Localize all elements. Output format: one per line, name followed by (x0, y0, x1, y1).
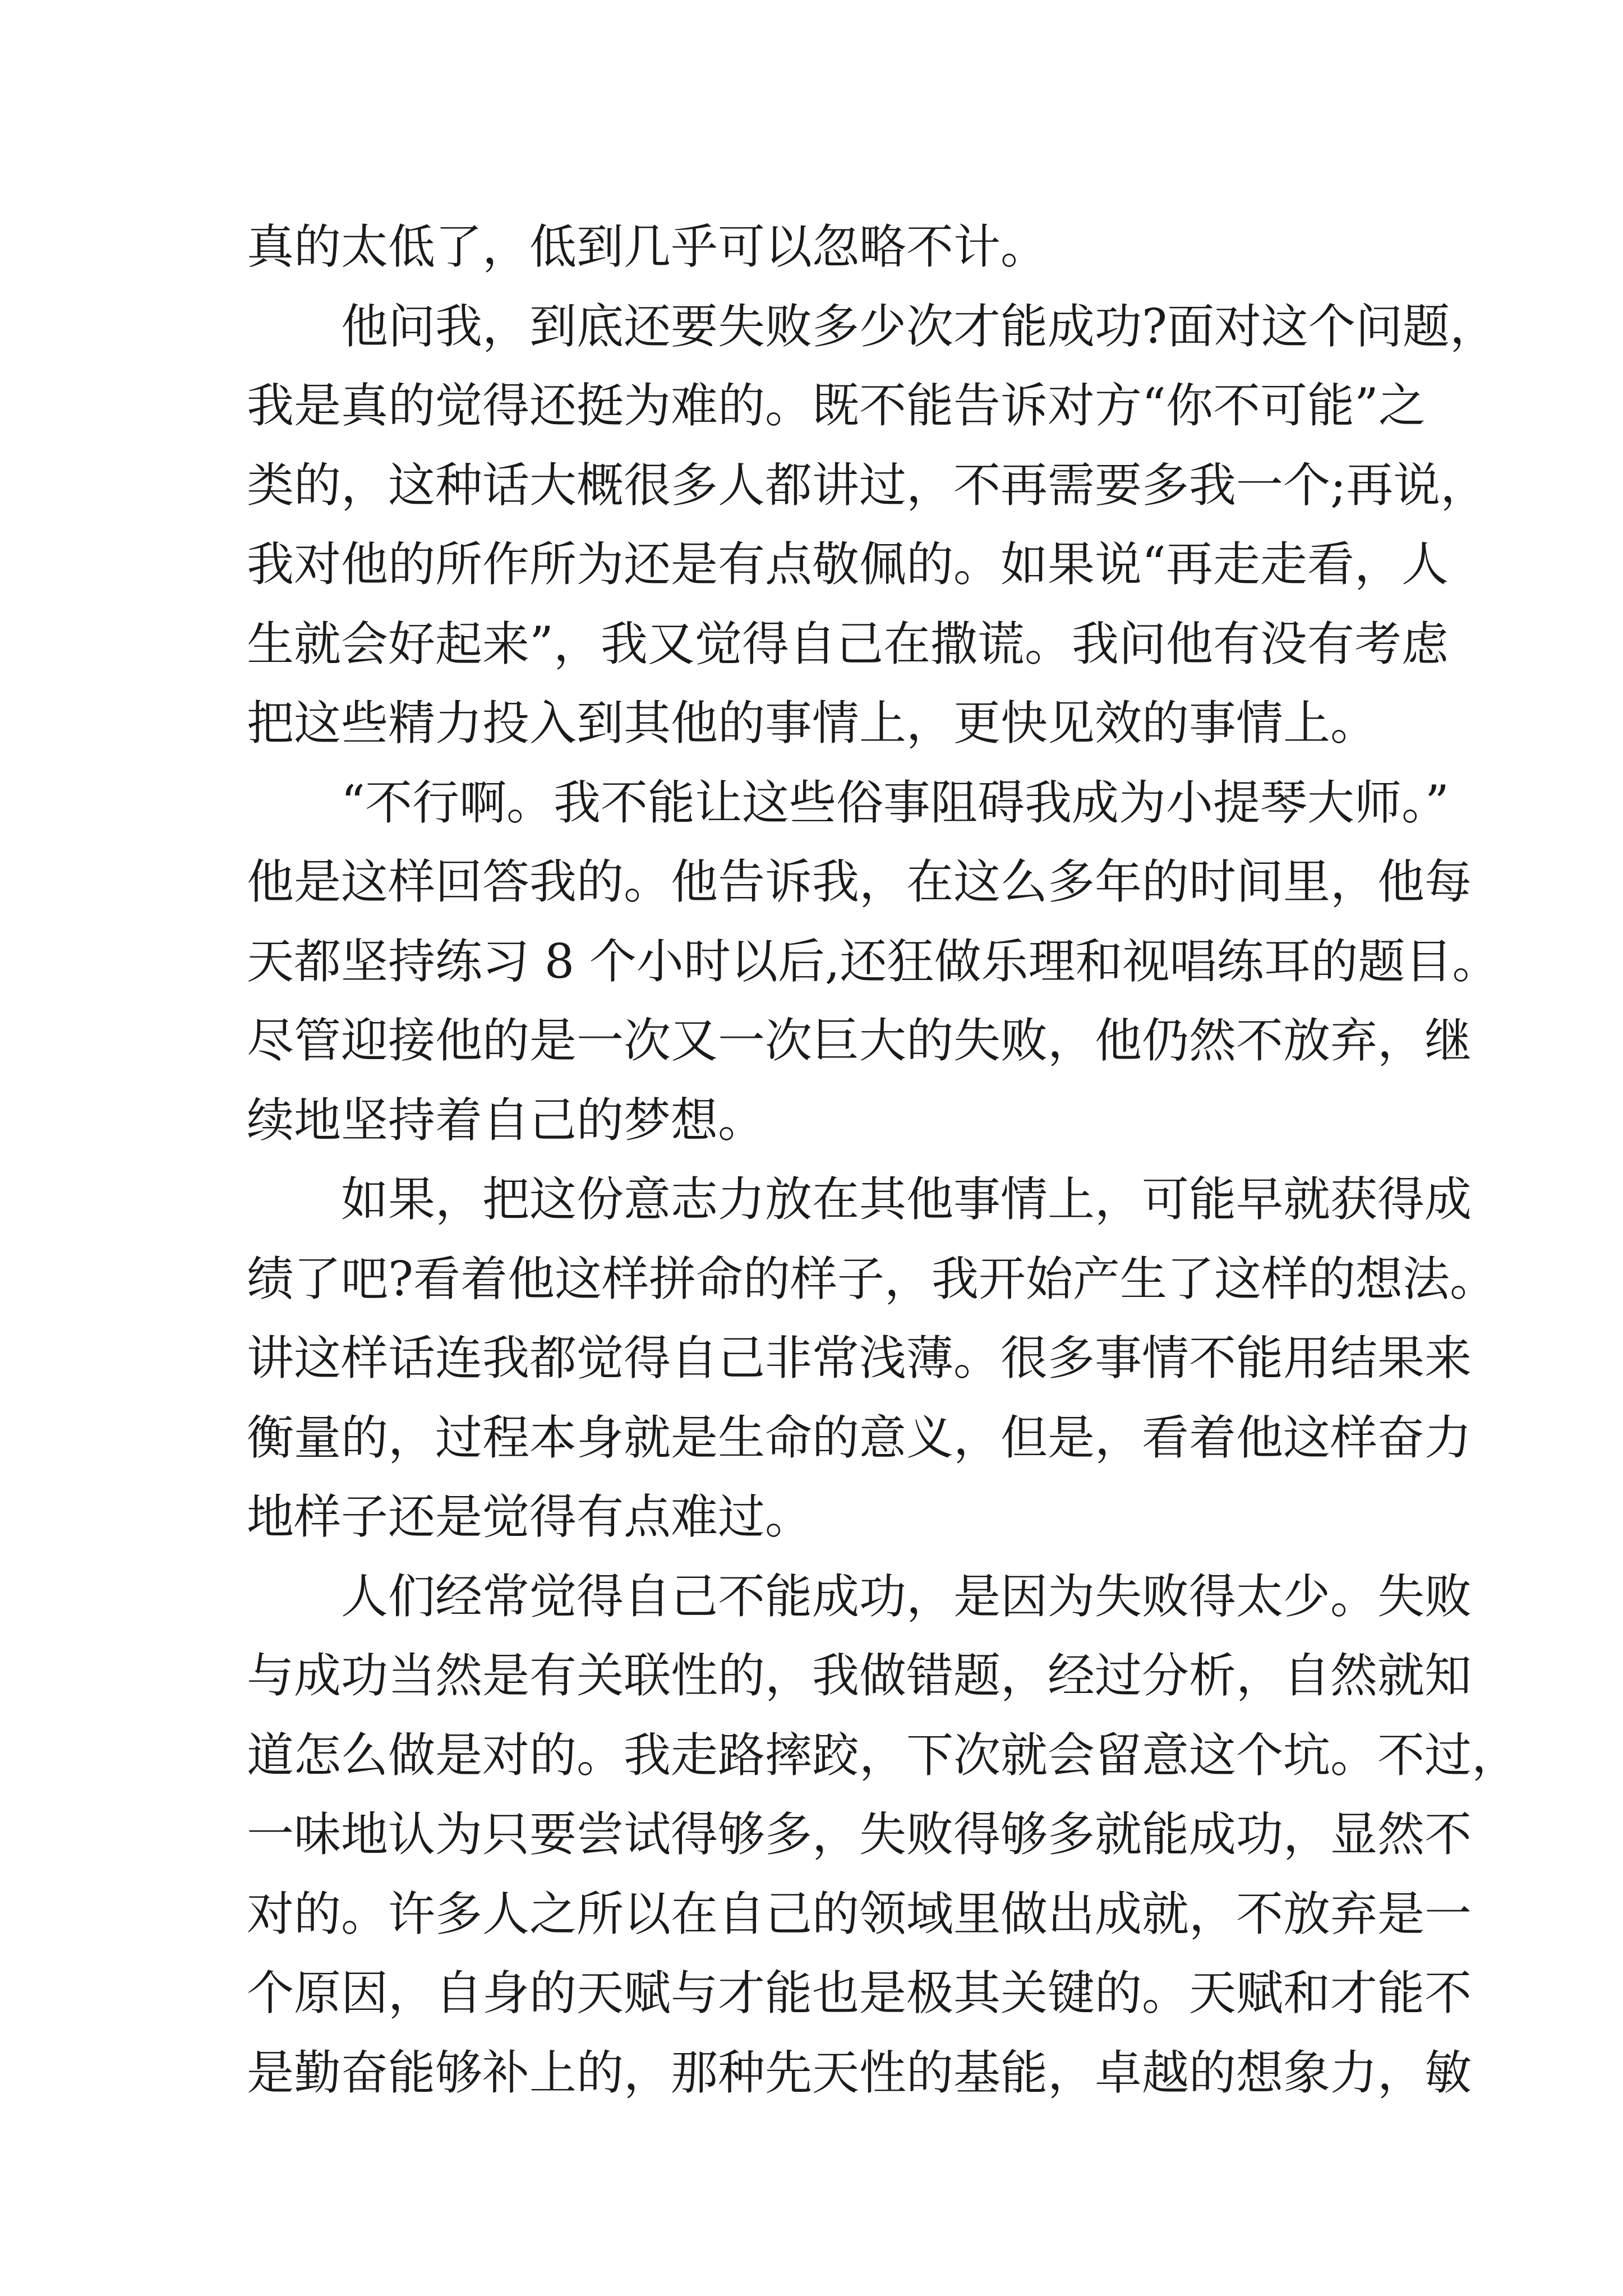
text-line: 与成功当然是有关联性的，我做错题，经过分析，自然就知 (247, 1648, 1472, 1703)
text-line: 一味地认为只要尝试得够多，失败得够多就能成功，显然不 (247, 1807, 1472, 1862)
text-line: 讲这样话连我都觉得自己非常浅薄。很多事情不能用结果来 (247, 1331, 1472, 1386)
text-line: 绩了吧?看着他这样拼命的样子，我开始产生了这样的想法。 (247, 1251, 1497, 1306)
text-line: “不行啊。我不能让这些俗事阻碍我成为小提琴大师。” (341, 775, 1449, 830)
text-line: 把这些精力投入到其他的事情上，更快见效的事情上。 (247, 696, 1378, 751)
text-line: 他问我，到底还要失败多少次才能成功?面对这个问题， (341, 298, 1497, 354)
text-line: 天都坚持练习 8 个小时以后,还狂做乐理和视唱练耳的题目。 (247, 933, 1500, 989)
text-line: 生就会好起来”，我又觉得自己在撒谎。我问他有没有考虑 (247, 616, 1449, 671)
text-line: 如果，把这份意志力放在其他事情上，可能早就获得成 (341, 1172, 1472, 1227)
text-line: 道怎么做是对的。我走路摔跤，下次就会留意这个坑。不过， (247, 1727, 1519, 1783)
text-line: 地样子还是觉得有点难过。 (247, 1489, 813, 1544)
text-line: 真的太低了，低到几乎可以忽略不计。 (247, 219, 1048, 274)
text-line: 续地坚持着自己的梦想。 (247, 1092, 766, 1148)
text-line: 我对他的所作所为还是有点敬佩的。如果说“再走走看，人 (247, 537, 1449, 592)
text-line: 类的，这种话大概很多人都讲过，不再需要多我一个;再说， (247, 457, 1488, 513)
text-line: 对的。许多人之所以在自己的领域里做出成就，不放弃是一 (247, 1886, 1472, 1941)
text-line: 尽管迎接他的是一次又一次巨大的失败，他仍然不放弃，继 (247, 1013, 1472, 1068)
text-line: 他是这样回答我的。他告诉我，在这么多年的时间里，他每 (247, 854, 1472, 909)
body-text (247, 208, 1519, 2113)
text-line: 我是真的觉得还挺为难的。既不能告诉对方“你不可能”之 (247, 378, 1426, 433)
text-line: 是勤奋能够补上的，那种先天性的基能，卓越的想象力，敏 (247, 2045, 1472, 2100)
text-line: 衡量的，过程本身就是生命的意义，但是，看着他这样奋力 (247, 1410, 1472, 1465)
text-line: 人们经常觉得自己不能成功，是因为失败得太少。失败 (341, 1568, 1472, 1624)
text-line: 个原因，自身的天赋与才能也是极其关键的。天赋和才能不 (247, 1966, 1472, 2021)
